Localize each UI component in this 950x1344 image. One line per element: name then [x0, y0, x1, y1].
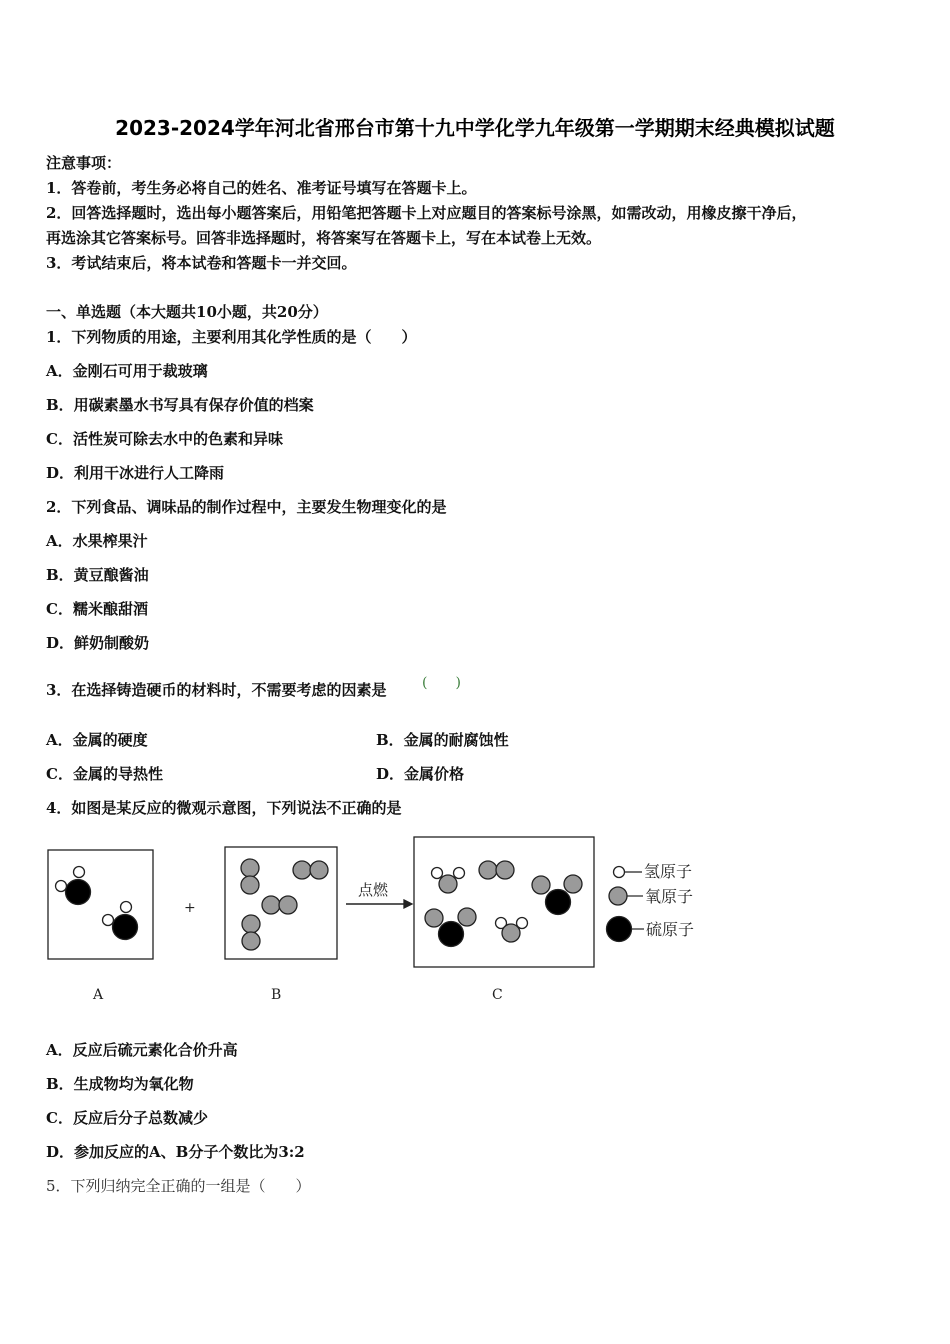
option-d: D．鲜奶制酸奶	[46, 634, 150, 652]
box-label-c: C	[492, 987, 503, 1003]
hydrogen-atom	[56, 881, 67, 892]
answer-paren: ( )	[422, 675, 461, 691]
option-a: A．反应后硫元素化合价升高	[46, 1041, 238, 1059]
option-d: D．参加反应的A、B分子个数比为3:2	[46, 1143, 305, 1161]
sulfur-atom	[439, 922, 464, 947]
hydrogen-atom	[454, 868, 465, 879]
option-a: A．金属的硬度	[46, 731, 148, 749]
arrow-label: 点燃	[358, 881, 389, 899]
oxygen-atom	[279, 896, 297, 914]
sulfur-atom	[113, 915, 138, 940]
oxygen-atom	[241, 876, 259, 894]
legend-sulfur-label: 硫原子	[646, 920, 695, 939]
legend-oxygen-icon	[609, 887, 627, 905]
notice-item: 2．回答选择题时，选出每小题答案后，用铅笔把答题卡上对应题目的答案标号涂黑，如需改动，用橡皮擦干净后，	[46, 204, 807, 222]
reaction-diagram-svg	[40, 832, 720, 1012]
reaction-diagram	[40, 832, 720, 1016]
question-stem: 1．下列物质的用途，主要利用其化学性质的是（ ）	[46, 328, 417, 346]
oxygen-atom	[293, 861, 311, 879]
legend-oxygen-label: 氧原子	[645, 887, 694, 906]
legend-sulfur-icon	[607, 917, 632, 942]
oxygen-atom	[241, 859, 259, 877]
box-label-b: B	[271, 987, 282, 1003]
oxygen-atom	[564, 875, 582, 893]
option-b: B．黄豆酿酱油	[46, 566, 149, 584]
sulfur-atom	[66, 880, 91, 905]
legend-hydrogen-label: 氢原子	[644, 862, 693, 881]
page-title: 2023-2024学年河北省邢台市第十九中学化学九年级第一学期期末经典模拟试题	[115, 116, 835, 140]
oxygen-atom	[502, 924, 520, 942]
oxygen-atom	[242, 932, 260, 950]
option-d: D．金属价格	[376, 765, 465, 783]
question-stem: 4．如图是某反应的微观示意图，下列说法不正确的是	[46, 799, 402, 817]
oxygen-atom	[425, 909, 443, 927]
option-c: C．糯米酿甜酒	[46, 600, 148, 618]
oxygen-atom	[458, 908, 476, 926]
hydrogen-atom	[121, 902, 132, 913]
oxygen-atom	[532, 876, 550, 894]
option-a: A．水果榨果汁	[46, 532, 148, 550]
oxygen-atom	[242, 915, 260, 933]
legend-hydrogen-icon	[614, 867, 625, 878]
plus-sign: +	[184, 900, 196, 916]
hydrogen-atom	[432, 868, 443, 879]
option-c: C．活性炭可除去水中的色素和异味	[46, 430, 283, 448]
oxygen-atom	[310, 861, 328, 879]
option-b: B．生成物均为氧化物	[46, 1075, 194, 1093]
notice-item: 再选涂其它答案标号。回答非选择题时，将答案写在答题卡上，写在本试卷上无效。	[46, 229, 602, 247]
option-d: D．利用干冰进行人工降雨	[46, 464, 225, 482]
option-c: C．反应后分子总数减少	[46, 1109, 208, 1127]
arrow-head-icon	[404, 900, 412, 908]
box-a	[48, 850, 153, 959]
sulfur-atom	[546, 890, 571, 915]
hydrogen-atom	[74, 867, 85, 878]
oxygen-atom	[262, 896, 280, 914]
option-c: C．金属的导热性	[46, 765, 163, 783]
oxygen-atom	[439, 875, 457, 893]
option-a: A．金刚石可用于裁玻璃	[46, 362, 208, 380]
question-stem: 2．下列食品、调味品的制作过程中，主要发生物理变化的是	[46, 498, 447, 516]
oxygen-atom	[479, 861, 497, 879]
box-label-a: A	[93, 987, 104, 1003]
hydrogen-atom	[103, 915, 114, 926]
option-b: B．用碳素墨水书写具有保存价值的档案	[46, 396, 314, 414]
option-b: B．金属的耐腐蚀性	[376, 731, 509, 749]
notice-item: 3．考试结束后，将本试卷和答题卡一并交回。	[46, 254, 357, 272]
notice-heading: 注意事项：	[46, 154, 122, 172]
oxygen-atom	[496, 861, 514, 879]
section-heading: 一、单选题（本大题共10小题，共20分）	[46, 303, 328, 321]
question-5-stem: 5．下列归纳完全正确的一组是（ ）	[46, 1177, 311, 1195]
notice-item: 1．答卷前，考生务必将自己的姓名、准考证号填写在答题卡上。	[46, 179, 477, 197]
question-stem: 3．在选择铸造硬币的材料时，不需要考虑的因素是	[46, 681, 387, 699]
